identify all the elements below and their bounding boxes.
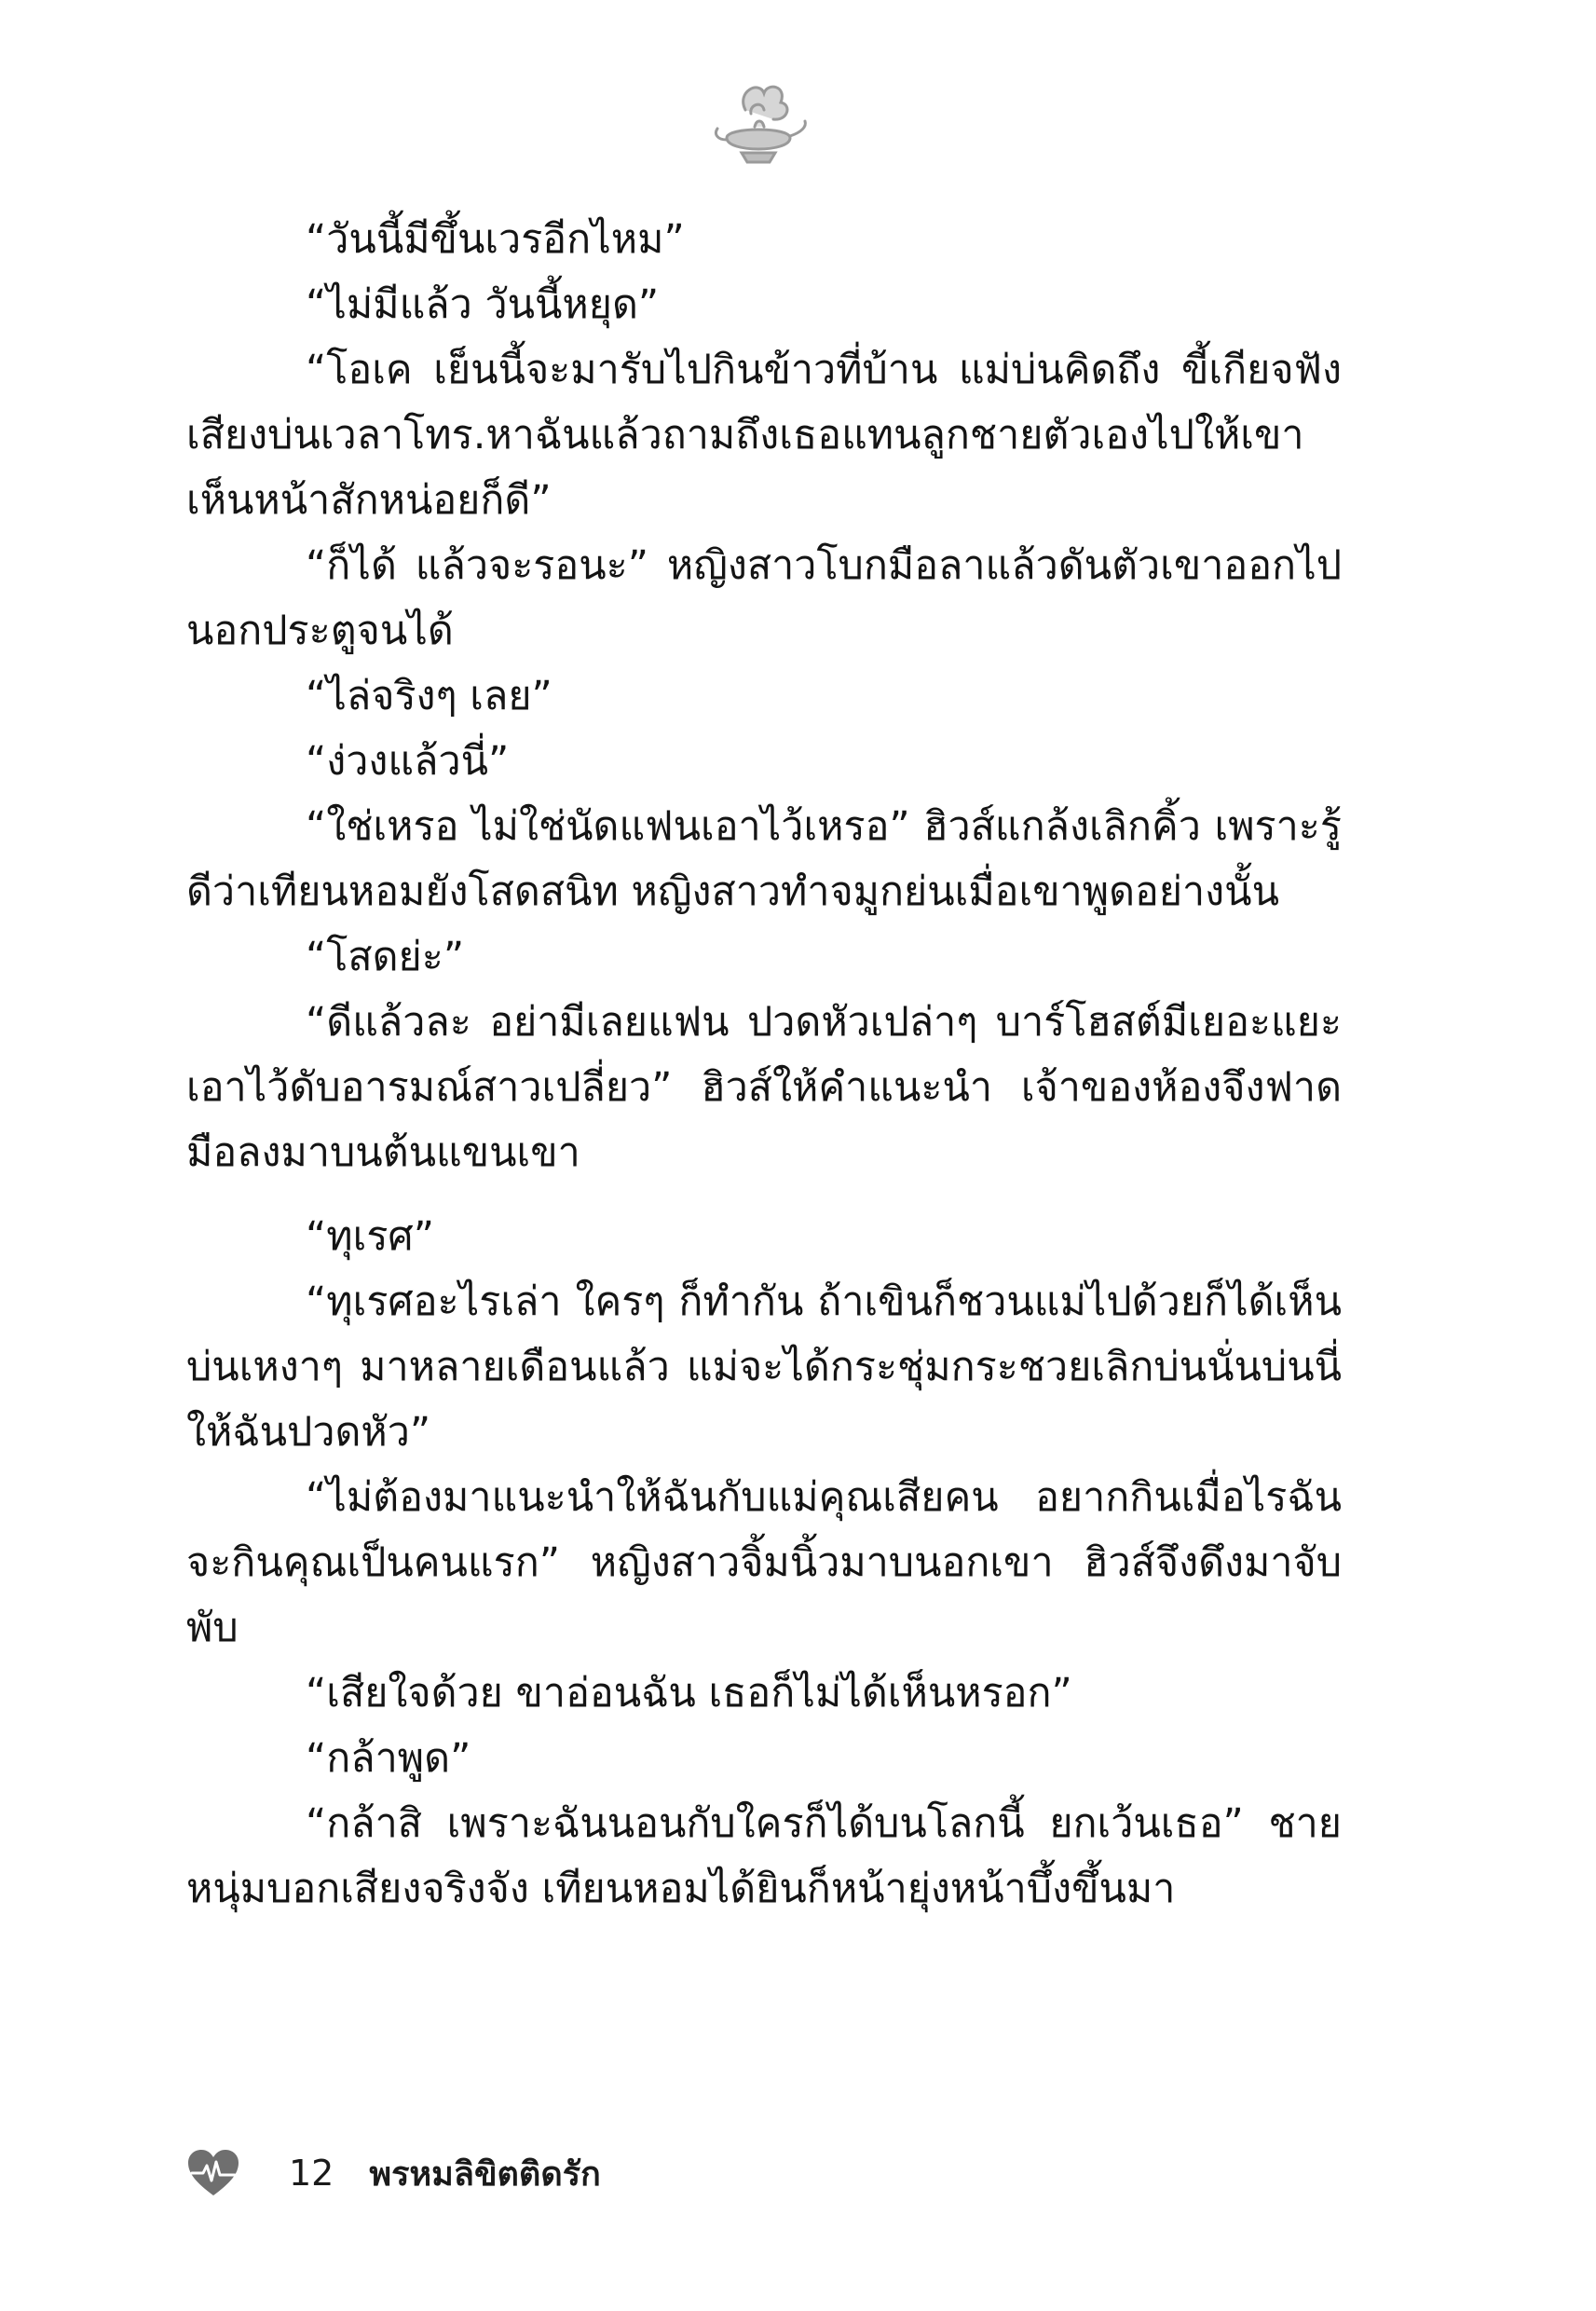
paragraph: “กล้าพูด” (306, 1735, 471, 1782)
paragraph: “ใช่เหรอ ไม่ใช่นัดแฟนเอาไว้เหรอ” ฮิวส์แกล้งเลิกคิ้ว เพราะรู้ดีว่าเทียนหอมยังโสดสนิท หญิงสาวทำจมูกย่นเมื่อเขาพูดอย่างนั้น (186, 803, 1342, 915)
paragraph: “ง่วงแล้วนี่” (306, 738, 510, 785)
paragraph: “กล้าสิ เพราะฉันนอนกับใครก็ได้บนโลกนี้ ยกเว้นเธอ” ชายหนุ่มบอกเสียงจริงจัง เทียนหอมได้ยินก็หน้ายุ่งหน้าบึ้งขึ้นมา (186, 1800, 1342, 1912)
paragraph: “เสียใจด้วย ขาอ่อนฉัน เธอก็ไม่ได้เห็นหรอก” (306, 1670, 1072, 1716)
paragraph: “วันนี้มีขึ้นเวรอีกไหม” (306, 216, 685, 263)
paragraph-gap (186, 1185, 1342, 1204)
page-footer (186, 2145, 601, 2201)
paragraph: “ก็ได้ แล้วจะรอนะ” หญิงสาวโบกมือลาแล้วดันตัวเขาออกไปนอกประตูจนได้ (186, 542, 1342, 654)
paragraph: “ทุเรศ” (306, 1213, 434, 1260)
paragraph: “ไล่จริงๆ เลย” (306, 673, 552, 719)
paragraph: “โอเค เย็นนี้จะมารับไปกินข้าวที่บ้าน แม่บ่นคิดถึง ขี้เกียจฟังเสียงบ่นเวลาโทร.หาฉันแล้วถามถึงเธอแทนลูกชายตัวเองไปให้เขาเห็นหน้าสักหน่อยก็ดี” (186, 347, 1342, 524)
genie-lamp-icon (708, 73, 811, 175)
paragraph: “ไม่มีแล้ว วันนี้หยุด” (306, 281, 660, 328)
page-number: 12 (289, 2153, 334, 2194)
book-title: พรหมลิขิตติดรัก (369, 2154, 601, 2194)
paragraph: “ดีแล้วละ อย่ามีเลยแฟน ปวดหัวเปล่าๆ บาร์โฮสต์มีเยอะแยะเอาไว้ดับอารมณ์สาวเปลี่ยว” ฮิวส์ให้คำแนะนำ เจ้าของห้องจึงฟาดมือลงมาบนต้นแขนเขา (186, 999, 1342, 1176)
heart-pulse-icon (186, 2149, 240, 2197)
paragraph: “โสดย่ะ” (306, 934, 465, 980)
paragraph: “ทุเรศอะไรเล่า ใครๆ ก็ทำกัน ถ้าเขินก็ชวนแม่ไปด้วยก็ได้เห็นบ่นเหงาๆ มาหลายเดือนแล้ว แม่จะได้กระชุ่มกระชวยเลิกบ่นนั่นบ่นนี่ให้ฉันปวดหัว” (186, 1279, 1342, 1456)
body-text (186, 207, 1342, 1921)
paragraph: “ไม่ต้องมาแนะนำให้ฉันกับแม่คุณเสียคน อยากกินเมื่อไรฉันจะกินคุณเป็นคนแรก” หญิงสาวจิ้มนิ้วมาบนอกเขา ฮิวส์จึงดึงมาจับพับ (186, 1474, 1342, 1651)
